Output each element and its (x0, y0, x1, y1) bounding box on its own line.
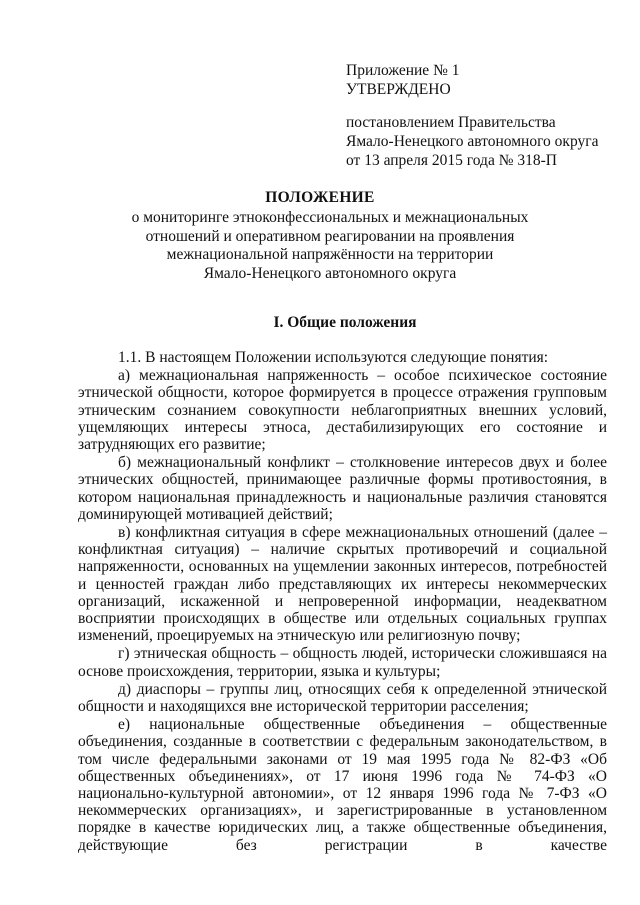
approval-date: от 13 апреля 2015 года № 318-П (346, 152, 557, 169)
paragraph-intro: 1.1. В настоящем Положении используются следующие понятия: (118, 349, 549, 366)
approval-decree: постановлением Правительства (346, 114, 556, 131)
paragraph-d: г) этническая общность – общность людей, исторически сложившаяся на основе происхождения, территории, языка и культуры; (78, 645, 607, 680)
subtitle-line: Ямало-Ненецкого автономного округа (203, 264, 457, 282)
document-subtitle (110, 209, 550, 283)
paragraph-f: е) национальные общественные объединения – общественные объединения, созданные в соответствии с федеральным законодательством, в том числе федеральными законами от 19 мая 1995 года № 82-ФЗ «Об общественных объединениях», от 17 июня 1996 года № 74-ФЗ «О национально-культурной автономии», от 12 января 1996 года № 7-ФЗ «О некоммерческих организациях», и зарегистрированные в установленном порядке в качестве юридических лиц, а также общественные объединения, действующие без регистрации в качестве (78, 716, 607, 854)
approval-block (346, 61, 626, 170)
subtitle-line: межнациональной напряжённости на территории (166, 246, 494, 264)
paragraph-e: д) диаспоры – группы лиц, относящих себя к определенной этнической общности и находящихся вне исторической территории расселения; (78, 680, 607, 716)
approval-gap (346, 99, 626, 113)
approval-authority: Ямало-Ненецкого автономного округа (346, 133, 599, 150)
approved-stamp: УТВЕРЖДЕНО (346, 81, 451, 98)
subtitle-line: отношений и оперативном реагировании на проявления (145, 227, 515, 245)
section-heading: I. Общие положения (273, 314, 417, 331)
appendix-number: Приложение № 1 (346, 62, 460, 79)
document-title: ПОЛОЖЕНИЕ (265, 189, 375, 206)
paragraph-b: б) межнациональный конфликт – столкновение интересов двух и более этнических общностей, принимающее различные формы противостояния, в котором национальная принадлежность и национальные различия становятся доминирующей мотивацией действий; (78, 454, 607, 523)
document-body (78, 349, 607, 854)
subtitle-line: о мониторинге этноконфессиональных и межнациональных (131, 209, 529, 226)
paragraph-a: а) межнациональная напряженность – особое психическое состояние этнической общности, которое формируется в процессе отражения групповым этническим сознанием совокупности неблагоприятных внешних условий, ущемляющих интересы этноса, дестабилизирующих его состояние и затрудняющих его развитие; (78, 367, 607, 454)
paragraph-c: в) конфликтная ситуация в сфере межнациональных отношений (далее – конфликтная ситуация) – наличие скрытых противоречий и социальной напряженности, основанных на ущемлении законных интересов, потребностей и ценностей граждан либо представляющих их интересы некоммерческих организаций, искаженной и непроверенной информации, неадекватном восприятии происходящих в обществе или отдельных социальных группах изменений, проецируемых на этническую или религиозную почву; (78, 524, 607, 645)
